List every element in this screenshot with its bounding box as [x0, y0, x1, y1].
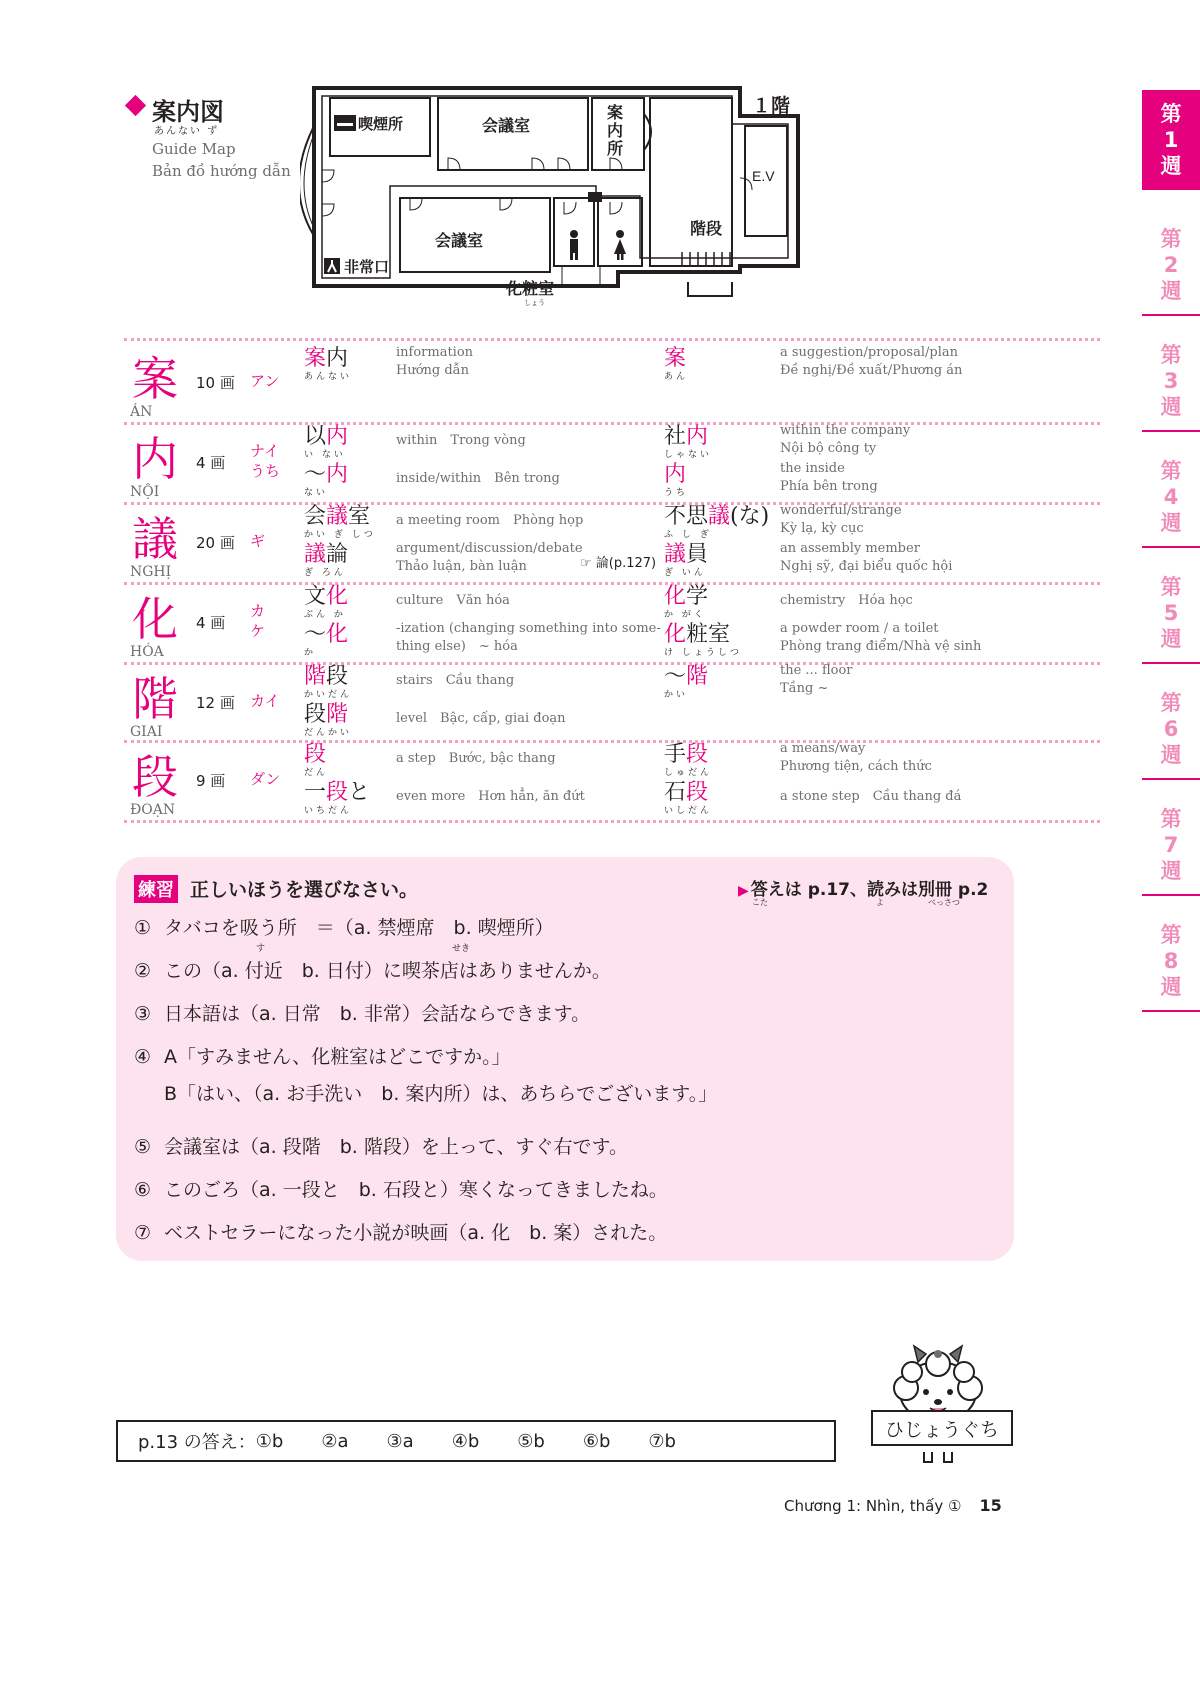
exercise-box [116, 857, 1014, 1261]
previous-answers-label: p.13 の答え： [138, 1432, 256, 1453]
page-footer [784, 1496, 1002, 1515]
kanji-character: 議 [132, 512, 178, 566]
vocab-meaning-line: Đề nghị/Đề xuất/Phương án [780, 363, 963, 378]
tab-week-label-part: 8 [1163, 948, 1179, 973]
vocab-meaning-line: Phòng trang điểm/Nhà vệ sinh [780, 639, 982, 654]
vocab-meaning [396, 750, 556, 768]
question-number: ⑤ [134, 1136, 152, 1158]
vocab-word [664, 584, 709, 620]
vocab-meaning [396, 344, 473, 380]
map-label-meeting-room-top: 会議室 [482, 118, 531, 135]
kanji-reading: ダン [250, 770, 281, 788]
kanji-reading: アン [250, 372, 280, 390]
floor-map [300, 86, 810, 310]
vocab-word [304, 346, 353, 382]
tab-week-5[interactable] [1142, 564, 1200, 664]
tab-week-label-part: 週 [1160, 395, 1182, 420]
kanji-vietnamese-reading: ÁN [130, 404, 153, 420]
row-separator [124, 820, 1100, 823]
vocab-word-post: 員 [686, 542, 709, 567]
vocab-word [664, 664, 709, 700]
previous-answer-item: ⑤b [517, 1430, 545, 1452]
chapter-title: Chương 1: Nhìn, thấy ① [784, 1497, 962, 1515]
vocab-word-hl: 案 [664, 346, 687, 371]
vocab-meaning-line: thing else) ~ hóa [396, 639, 518, 654]
kanji-readings [250, 692, 280, 712]
vocab-furigana: ぎ ろん [304, 568, 346, 578]
vocab-word [664, 542, 709, 578]
kanji-character: 階 [132, 672, 178, 726]
stroke-count: 20 画 [196, 534, 235, 552]
map-label-floor: １階 [752, 96, 791, 117]
vocab-meaning [780, 620, 981, 656]
vocab-meaning-line: an assembly member [780, 541, 920, 556]
vocab-furigana: いしだん [664, 806, 713, 816]
vocab-meaning [396, 512, 583, 530]
kanji-reading: カイ [250, 692, 280, 710]
tab-week-6[interactable] [1142, 680, 1200, 780]
vocab-word-hl: 内 [664, 462, 687, 487]
vocab-meaning-line: a suggestion/proposal/plan [780, 345, 958, 360]
vocab-meaning-line: Tầng ~ [780, 681, 829, 696]
tab-week-4[interactable] [1142, 448, 1200, 548]
guide-map-title: 案内図 [152, 98, 224, 126]
kanji-vietnamese-reading: ĐOẠN [130, 802, 176, 818]
stroke-count: 4 画 [196, 614, 226, 632]
question-item [134, 1181, 668, 1200]
vocab-meaning-line: level Bậc, cấp, giai đoạn [396, 711, 566, 726]
vocab-meaning-line: inside/within Bên trong [396, 471, 560, 486]
vocab-word [664, 424, 713, 460]
question-item [134, 1005, 590, 1024]
stroke-count: 9 画 [196, 772, 226, 790]
tab-week-label-part: 週 [1160, 154, 1182, 179]
kanji-row [124, 502, 1100, 582]
question-text: B「はい、（a. お手洗い b. 案内所）は、あちらでございます。」 [164, 1083, 718, 1105]
vocab-word-post: 段 [326, 664, 349, 689]
vocab-furigana: だん [304, 768, 329, 778]
kanji-character: 化 [132, 592, 178, 646]
tab-week-label-part: 6 [1163, 716, 1179, 741]
kanji-reading: ナイ [250, 442, 279, 460]
vocab-word-post: 内 [326, 346, 349, 371]
vocab-meaning [780, 540, 952, 576]
tab-week-label-part: 5 [1163, 600, 1179, 625]
exercise-answer-ref-text: 答えは p.17、読みは別冊 p.2 [750, 880, 989, 900]
vocab-word [304, 702, 353, 738]
vocab-meaning-line: argument/discussion/debate [396, 541, 583, 556]
mascot-label: ひじょうぐち [871, 1410, 1013, 1446]
map-label-restroom: 化粧室 [506, 281, 555, 298]
vocab-furigana: あんない [304, 372, 353, 382]
vocab-meaning [780, 740, 932, 776]
vocab-word-pre: 社 [664, 424, 687, 449]
tab-week-1[interactable] [1142, 90, 1200, 190]
answer-ref-ruby-2: よ [876, 898, 884, 907]
vocab-word-pre: 文 [304, 584, 327, 609]
kanji-row [124, 662, 1100, 742]
vocab-word-hl: 段 [304, 742, 327, 767]
stroke-count: 10 画 [196, 374, 235, 392]
question-item [134, 1138, 628, 1157]
guide-map-title-ruby: あんない ず [154, 126, 220, 137]
tab-week-label-part: 週 [1160, 859, 1182, 884]
vocab-word [664, 504, 770, 540]
question-item [134, 1048, 511, 1067]
kanji-reading: うち [250, 461, 281, 480]
tab-week-label-part: 3 [1163, 368, 1179, 393]
vocab-word-post: 学 [686, 584, 709, 609]
tab-week-label-part: 第 [1160, 574, 1182, 599]
vocab-word-hl: 化 [326, 584, 349, 609]
vocab-word [664, 742, 713, 778]
vocab-word [304, 664, 353, 700]
vocab-meaning-line: a powder room / a toilet [780, 621, 939, 636]
vocab-word-post: 論 [326, 542, 349, 567]
vocab-furigana: かい [664, 690, 689, 700]
vocab-word-hl: 階 [326, 702, 349, 727]
kanji-row [124, 422, 1100, 502]
page-number: 15 [979, 1496, 1002, 1515]
vocab-word-hl: 議 [326, 504, 349, 529]
vocab-word-hl: 案 [304, 346, 327, 371]
previous-answers-box [116, 1420, 836, 1462]
question-ruby: せき [452, 944, 471, 954]
vocab-furigana: あん [664, 372, 689, 382]
question-text: タバコを吸う所 ＝（a. 禁煙席 b. 喫煙所） [164, 917, 554, 939]
question-item [134, 1085, 717, 1104]
vocab-meaning [780, 422, 910, 458]
map-label-info-desk-2: 内 [607, 123, 624, 140]
tab-week-label-part: 第 [1160, 342, 1182, 367]
vocab-meaning [780, 592, 913, 610]
vocab-meaning-line: the inside [780, 461, 845, 476]
diamond-bullet-icon [125, 95, 146, 116]
vocab-meaning-line: within the company [780, 423, 911, 438]
vocab-word-pre: 〜 [304, 622, 327, 647]
kanji-readings [250, 770, 280, 790]
vocab-meaning [780, 502, 902, 538]
vocab-word-pre: 段 [304, 702, 327, 727]
vocab-meaning-line: culture Văn hóa [396, 593, 510, 608]
tab-week-label-part: 週 [1160, 743, 1182, 768]
map-label-stairs: 階段 [690, 221, 723, 238]
vocab-meaning [396, 672, 514, 690]
exercise-badge: 練習 [134, 875, 178, 903]
vocab-word-post: 粧室 [686, 622, 731, 647]
question-text: ベストセラーになった小説が映画（a. 化 b. 案）された。 [164, 1222, 668, 1244]
vocab-meaning-line: a stone step Cầu thang đá [780, 789, 962, 804]
vocab-word [664, 346, 689, 382]
vocab-word-hl: 段 [326, 780, 349, 805]
map-label-emergency-exit: 非常口 [344, 259, 390, 276]
vocab-meaning [396, 540, 583, 576]
answer-ref-ruby-1: こた [752, 898, 768, 907]
question-text: A「すみません、化粧室はどこですか。」 [164, 1046, 511, 1068]
vocab-word [664, 780, 713, 816]
vocab-furigana: ない [304, 488, 329, 498]
vocab-meaning-line: Phương tiện, cách thức [780, 759, 932, 774]
exercise-instruction: 正しいほうを選びなさい。 [190, 879, 419, 901]
vocab-word-hl: 化 [664, 622, 687, 647]
kanji-readings [250, 442, 280, 481]
vocab-meaning-line: within Trong vòng [396, 433, 526, 448]
tab-week-label-part: 1 [1163, 127, 1179, 152]
kanji-readings [250, 602, 265, 641]
vocab-meaning [396, 620, 661, 656]
vocab-word [664, 462, 689, 498]
vocab-meaning [780, 662, 853, 698]
question-number: ④ [134, 1046, 152, 1068]
vocab-meaning [396, 592, 510, 610]
vocab-meaning-line: Phía bên trong [780, 479, 878, 494]
vocab-meaning-line: wonderful/strange [780, 503, 902, 518]
vocab-word [304, 780, 371, 816]
vocab-word-hl: 化 [326, 622, 349, 647]
vocab-meaning [396, 788, 585, 806]
vocab-meaning-line: Thảo luận, bàn luận [396, 559, 527, 574]
vocab-furigana: け しょうしつ [664, 648, 742, 658]
vocab-word-hl: 段 [686, 742, 709, 767]
vocab-meaning [396, 432, 526, 450]
map-label-info-desk-1: 案 [607, 105, 624, 122]
stroke-count: 12 画 [196, 694, 235, 712]
kanji-vietnamese-reading: HÓA [130, 644, 164, 660]
vocab-meaning-line: the ... floor [780, 663, 853, 678]
tab-week-label-part: 7 [1163, 832, 1179, 857]
vocab-meaning [396, 710, 566, 728]
vocab-furigana: ぎ いん [664, 568, 706, 578]
kanji-vietnamese-reading: NỘI [130, 484, 160, 500]
question-text: 日本語は（a. 日常 b. 非常）会話ならできます。 [164, 1003, 591, 1025]
tab-week-7[interactable] [1142, 796, 1200, 896]
vocab-word [304, 584, 349, 620]
stroke-count: 4 画 [196, 454, 226, 472]
vocab-furigana: しゃない [664, 450, 713, 460]
vocab-word-pre: 手 [664, 742, 687, 767]
previous-answer-item: ⑥b [582, 1430, 611, 1452]
tab-week-label-part: 4 [1163, 484, 1179, 509]
vocab-meaning-line: Hướng dẫn [396, 363, 470, 378]
vocab-word-hl: 化 [664, 584, 687, 609]
cross-reference: ☞ 論(p.127) [580, 556, 657, 571]
map-label-restroom-ruby: しょう [524, 300, 545, 307]
map-label-meeting-room-bottom: 会議室 [435, 233, 484, 250]
vocab-word-pre: 〜 [664, 664, 687, 689]
kanji-readings [250, 372, 279, 392]
map-label-elevator: E.V [752, 168, 775, 184]
kanji-reading: カ [250, 602, 266, 620]
vocab-word-hl: 階 [686, 664, 709, 689]
tab-week-label-part: 2 [1163, 252, 1179, 277]
vocab-meaning-line: chemistry Hóa học [780, 593, 913, 608]
guide-map-subtitle-vi: Bản đồ hướng dẫn [152, 162, 291, 180]
vocab-meaning-line: a step Bước, bậc thang [396, 751, 556, 766]
tab-week-label-part: 第 [1160, 690, 1182, 715]
answer-ref-ruby-3: べっさつ [928, 898, 960, 907]
kanji-character: 段 [132, 750, 178, 804]
previous-answer-item: ③a [386, 1430, 414, 1452]
vocab-furigana: うち [664, 488, 689, 498]
vocab-word-post: と [348, 780, 371, 805]
tab-week-label-part: 第 [1160, 922, 1182, 947]
vocab-meaning [780, 460, 878, 496]
kanji-reading: ケ [250, 621, 266, 640]
vocab-word-pre: 不思 [664, 504, 709, 529]
tab-week-label-part: 第 [1160, 458, 1182, 483]
kanji-reading: ギ [250, 532, 266, 550]
kanji-readings [250, 532, 265, 552]
question-ruby: す [256, 944, 266, 954]
vocab-meaning-line: stairs Cầu thang [396, 673, 515, 688]
previous-answer-item: ①b [255, 1430, 284, 1452]
vocab-furigana: いちだん [304, 806, 353, 816]
kanji-character: 案 [132, 352, 178, 406]
vocab-meaning-line: a meeting room Phòng họp [396, 513, 584, 528]
tab-week-label-part: 第 [1160, 226, 1182, 251]
kanji-vietnamese-reading: NGHỊ [130, 564, 172, 580]
vocab-word-hl: 議 [664, 542, 687, 567]
question-text: このごろ（a. 一段と b. 石段と）寒くなってきましたね。 [164, 1179, 668, 1201]
vocab-furigana: かい ぎ しつ [304, 530, 376, 540]
vocab-meaning-line: -ization (changing something into some- [396, 621, 661, 636]
question-item [134, 919, 554, 938]
vocab-meaning-line: Nghị sỹ, đại biểu quốc hội [780, 559, 953, 574]
question-text: この（a. 付近 b. 日付）に喫茶店はありませんか。 [164, 960, 611, 982]
vocab-meaning-line: Nội bộ công ty [780, 441, 877, 456]
vocab-word-hl: 内 [686, 424, 709, 449]
vocab-word-post: (な) [730, 504, 770, 529]
tab-week-8[interactable] [1142, 912, 1200, 1012]
vocab-furigana: ふ し ぎ [664, 530, 712, 540]
vocab-word-pre: 石 [664, 780, 687, 805]
kanji-row [124, 582, 1100, 662]
vocab-word-post: 室 [348, 504, 371, 529]
vocab-word [304, 462, 349, 498]
vocab-word-hl: 段 [686, 780, 709, 805]
question-number: ⑥ [134, 1179, 152, 1201]
kanji-row [124, 342, 1100, 422]
tab-week-label-part: 週 [1160, 511, 1182, 536]
question-item [134, 1224, 667, 1243]
vocab-word-hl: 議 [708, 504, 731, 529]
question-number: ⑦ [134, 1222, 152, 1244]
vocab-furigana: だんかい [304, 728, 353, 738]
vocab-furigana: しゅだん [664, 768, 713, 778]
tab-week-2[interactable] [1142, 216, 1200, 316]
vocab-word-hl: 内 [326, 424, 349, 449]
vocab-meaning [780, 344, 962, 380]
triangle-right-icon: ▶ [738, 883, 749, 899]
tab-week-label-part: 週 [1160, 975, 1182, 1000]
kanji-character: 内 [132, 432, 178, 486]
vocab-furigana: ぶん か [304, 610, 346, 620]
map-label-smoking-room: 喫煙所 [358, 116, 404, 133]
vocab-word-hl: 議 [304, 542, 327, 567]
vocab-meaning-line: information [396, 345, 474, 360]
vocab-furigana: い ない [304, 450, 346, 460]
tab-week-label-part: 週 [1160, 627, 1182, 652]
question-number: ① [134, 917, 152, 939]
tab-week-label-part: 第 [1160, 806, 1182, 831]
previous-answer-item: ⑦b [648, 1430, 676, 1452]
vocab-word-hl: 内 [326, 462, 349, 487]
kanji-row [124, 740, 1100, 820]
dog-mascot-icon [868, 1342, 1008, 1472]
vocab-meaning-line: a means/way [780, 741, 866, 756]
tab-week-3[interactable] [1142, 332, 1200, 432]
vocab-word-pre: 〜 [304, 462, 327, 487]
vocab-word [304, 542, 349, 578]
previous-answer-item: ②a [321, 1430, 349, 1452]
vocab-meaning [780, 788, 961, 806]
vocab-furigana: かいだん [304, 690, 353, 700]
tab-week-label-part: 週 [1160, 279, 1182, 304]
vocab-furigana: か がく [664, 610, 706, 620]
vocab-word-pre: 以 [304, 424, 327, 449]
question-number: ③ [134, 1003, 152, 1025]
vocab-word [664, 622, 742, 658]
question-text: 会議室は（a. 段階 b. 階段）を上って、すぐ右です。 [164, 1136, 628, 1158]
vocab-word [304, 424, 349, 460]
vocab-word [304, 742, 329, 778]
row-separator [124, 338, 1100, 341]
guide-map-subtitle-en: Guide Map [152, 140, 236, 158]
vocab-meaning-line: Kỳ lạ, kỳ cục [780, 521, 864, 536]
previous-answer-item: ④b [451, 1430, 480, 1452]
kanji-vietnamese-reading: GIAI [130, 724, 163, 740]
map-label-info-desk-3: 所 [607, 141, 624, 158]
tab-week-label-part: 第 [1160, 101, 1182, 126]
question-item [134, 962, 611, 981]
question-number: ② [134, 960, 152, 982]
vocab-word-pre: 一 [304, 780, 327, 805]
vocab-word-pre: 会 [304, 504, 327, 529]
vocab-word [304, 622, 349, 658]
vocab-meaning [396, 470, 560, 488]
vocab-meaning-line: even more Hơn hẳn, ăn đứt [396, 789, 585, 804]
vocab-word [304, 504, 376, 540]
vocab-word-hl: 階 [304, 664, 327, 689]
vocab-furigana: か [304, 648, 317, 658]
